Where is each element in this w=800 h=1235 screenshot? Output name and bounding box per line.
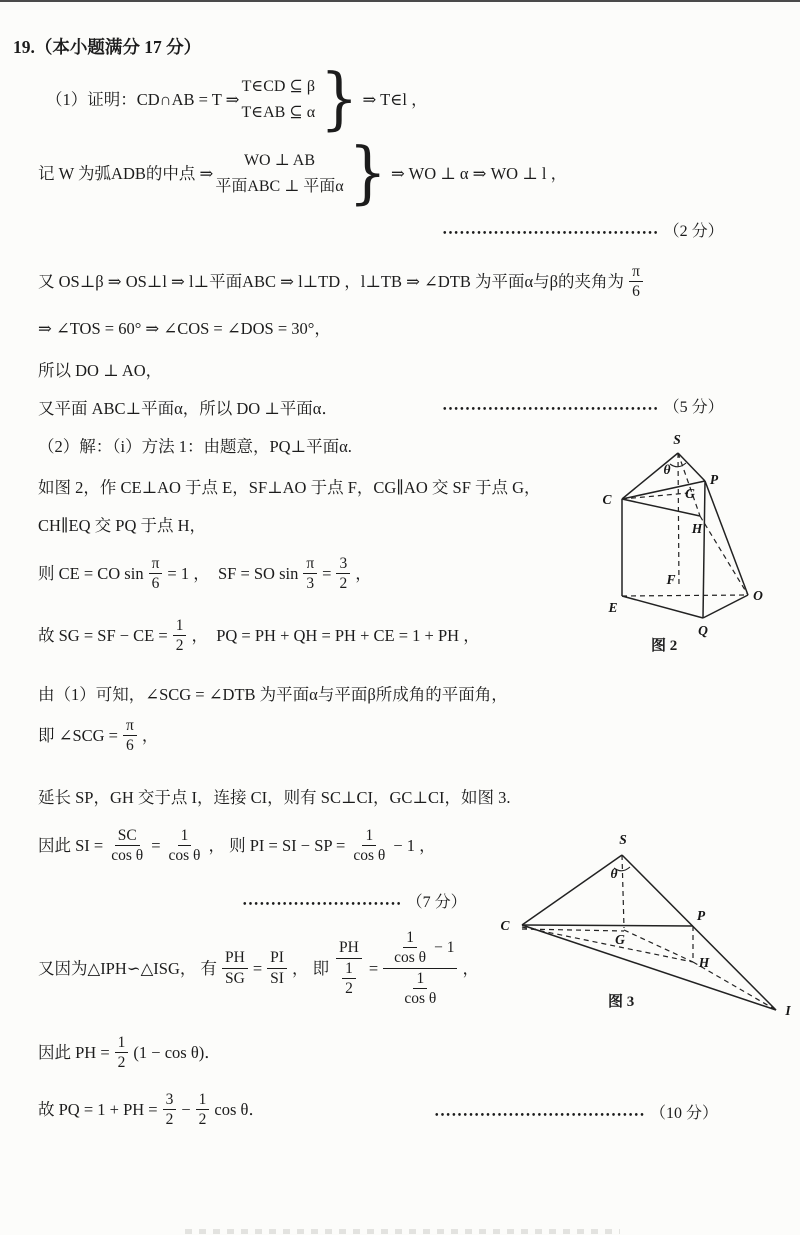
big-fraction-right	[383, 928, 457, 1009]
frac-num: 1	[196, 1090, 210, 1110]
frac-num: 3	[163, 1090, 177, 1110]
frac-num: 3	[336, 554, 350, 574]
frac-den: 2	[198, 1111, 207, 1129]
score-label: （2 分）	[663, 223, 724, 240]
score-leader-5pts	[443, 398, 724, 419]
seg: ，	[462, 958, 479, 978]
frac-num: 1	[173, 616, 187, 636]
frac-den: SG	[225, 969, 245, 987]
point-label-Q: Q	[698, 623, 708, 638]
scan-edge	[0, 0, 800, 2]
construction-line-1: 如图 2，作 CE⊥AO 于点 E，SF⊥AO 于点 F，CG∥AO 交 SF 于点 G，	[38, 478, 541, 497]
fraction-pi-6	[123, 716, 137, 756]
point-label-H: H	[691, 521, 703, 536]
right-brace: }	[320, 59, 359, 139]
frac-den: 2	[165, 1111, 174, 1129]
seg: 因此 PH =	[38, 1043, 110, 1063]
fraction-pi-si	[267, 948, 287, 988]
similar-triangles-line	[38, 928, 479, 1009]
proof-line-1	[46, 59, 428, 139]
frac-den: 2	[339, 575, 348, 593]
seg: =	[151, 836, 161, 856]
scg-value-line	[38, 716, 158, 756]
frac-num: PH	[222, 948, 248, 968]
frac-den: cos θ	[111, 847, 144, 865]
fraction-1-2	[196, 1090, 210, 1130]
seg: cos θ．	[214, 1100, 265, 1120]
score-label: （7 分）	[406, 894, 467, 911]
frac-den: cos θ	[404, 990, 437, 1008]
frac-den: 6	[632, 283, 640, 301]
proof1-suffix: ⇒ T∈l ，	[358, 89, 428, 109]
frac-num: 1	[178, 826, 192, 846]
point-label-O: O	[753, 588, 763, 603]
frac-den	[393, 969, 447, 1009]
point-label-S: S	[619, 832, 627, 847]
seg: = 1 ， SF = SO sin	[167, 564, 299, 584]
proof1-prefix: （1）证明：CD∩AB = T ⇒	[46, 89, 240, 109]
seg: 故 PQ = 1 + PH =	[38, 1100, 158, 1120]
point-label-S: S	[673, 432, 681, 447]
fraction-ph-sg	[222, 948, 248, 988]
frac-den: 3	[306, 575, 315, 593]
point-label-H: H	[698, 955, 710, 970]
frac-den: 6	[126, 737, 134, 755]
figure-3-caption: 图 3	[608, 994, 635, 1010]
frac-num: 1	[362, 826, 376, 846]
frac-num: PI	[267, 948, 287, 968]
ce-sf-line	[38, 554, 372, 594]
fraction-pi-3	[303, 554, 317, 594]
score-leader-10pts	[435, 1104, 718, 1125]
seg: − 1 ，	[393, 836, 436, 856]
point-label-P: P	[696, 908, 706, 923]
point-label-G: G	[615, 932, 625, 947]
point-label-E: E	[608, 600, 618, 615]
seg: ， 则 PI = SI − SP =	[208, 836, 346, 856]
dot-leader: ••••••••••••••••••••••••••••••••••••••	[443, 403, 660, 415]
fraction-1-2	[115, 1033, 129, 1073]
part2-intro: （2）解：（i）方法 1：由题意，PQ⊥平面α.	[38, 437, 352, 456]
system2-bottom: 平面ABC ⊥ 平面α	[215, 177, 344, 195]
frac-den: cos θ	[394, 949, 427, 967]
frac-num: SC	[115, 826, 140, 846]
dot-leader: ••••••••••••••••••••••••••••	[243, 898, 403, 910]
seg: 因此 SI =	[38, 836, 104, 856]
frac-num: 1	[115, 1033, 129, 1053]
pq-final-line	[38, 1090, 265, 1130]
score-label: （10 分）	[649, 1105, 718, 1122]
angle-label-theta: θ	[663, 462, 671, 477]
ph-result-line	[38, 1033, 221, 1073]
frac-num	[383, 928, 457, 969]
frac-num: π	[303, 554, 317, 574]
figure-2-caption: 图 2	[651, 638, 678, 654]
score-label: （5 分）	[663, 399, 724, 416]
seg: =	[252, 958, 263, 978]
proof2-suffix: ⇒ WO ⊥ α ⇒ WO ⊥ l ，	[386, 163, 568, 183]
point-label-I: I	[785, 1003, 791, 1018]
figure-2-diagram	[593, 424, 798, 643]
si-pi-line	[38, 826, 436, 866]
frac-den: 2	[175, 637, 184, 655]
fraction-1-cos	[166, 826, 204, 866]
cut-off-footer-text	[185, 1229, 620, 1234]
figure-3-svg	[488, 816, 800, 1018]
construction-line-2: CH∥EQ 交 PQ 于点 H，	[38, 516, 207, 535]
seg: −	[181, 1100, 191, 1120]
seg: ，	[141, 726, 159, 746]
dot-leader: ••••••••••••••••••••••••••••••••••••••	[443, 227, 660, 239]
extend-sp-line: 延长 SP，GH 交于点 I，连接 CI，则有 SC⊥CI，GC⊥CI，如图 3.	[38, 788, 511, 807]
fraction-1-cos	[391, 928, 429, 968]
seg: 又因为△IPH∽△ISG， 有	[38, 958, 218, 978]
proof-line-2	[38, 133, 568, 213]
system1-bottom: T∈AB ⊆ α	[241, 103, 316, 121]
fraction-pi-6	[629, 262, 643, 302]
problem-header: 19.（本小题满分 17 分）	[13, 37, 202, 57]
fraction-1-2	[342, 959, 356, 999]
frac-den: 2	[345, 979, 353, 997]
angle-text: 又 OS⊥β ⇒ OS⊥l ⇒ l⊥平面ABC ⇒ l⊥TD ，l⊥TB ⇒ ∠DTB 为平面α与β的夹角为	[38, 272, 625, 292]
frac-num: π	[123, 716, 137, 736]
right-brace: }	[348, 133, 387, 213]
seg: ， PQ = PH + QH = PH + CE = 1 + PH ，	[191, 626, 480, 646]
do-ao-line: 所以 DO ⊥ AO，	[38, 361, 163, 380]
point-label-F: F	[666, 572, 676, 587]
point-label-C: C	[602, 492, 612, 507]
fraction-3-2	[163, 1090, 177, 1130]
seg: =	[322, 564, 332, 584]
system-1	[242, 74, 316, 125]
scg-dtb-line: 由（1）可知，∠SCG = ∠DTB 为平面α与平面β所成角的平面角，	[38, 685, 508, 704]
angle-label-theta: θ	[610, 866, 618, 881]
seg: (1 − cos θ)．	[133, 1043, 221, 1063]
system-2	[215, 148, 343, 199]
frac-num: PH	[336, 938, 362, 958]
point-label-G: G	[685, 486, 695, 501]
frac-den: 2	[117, 1054, 126, 1072]
seg: − 1	[434, 939, 455, 957]
system2-top: WO ⊥ AB	[243, 152, 315, 169]
big-fraction-left	[334, 938, 364, 998]
frac-den	[334, 959, 364, 999]
fraction-sc-cos	[108, 826, 146, 866]
point-label-C: C	[500, 918, 510, 933]
seg: 即 ∠SCG =	[38, 726, 118, 746]
fraction-1-2	[173, 616, 187, 656]
frac-num: π	[629, 262, 643, 282]
fraction-3-2	[336, 554, 350, 594]
frac-num: 1	[413, 969, 427, 989]
sg-pq-line	[38, 616, 480, 656]
frac-den: 6	[151, 575, 160, 593]
fraction-pi-6	[149, 554, 163, 594]
score-leader-7pts	[243, 893, 467, 914]
angle-line	[38, 262, 648, 302]
figure-2-svg	[593, 424, 798, 638]
tos-line: ⇒ ∠TOS = 60° ⇒ ∠COS = ∠DOS = 30°，	[38, 319, 331, 338]
point-label-P: P	[709, 472, 719, 487]
seg: ， 即	[291, 958, 330, 978]
frac-den: cos θ	[353, 847, 386, 865]
frac-num: 1	[403, 928, 417, 948]
frac-den: cos θ	[168, 847, 201, 865]
fraction-1-cos	[350, 826, 388, 866]
seg: ，	[355, 564, 372, 584]
seg: 则 CE = CO sin	[38, 564, 144, 584]
fraction-1-cos	[401, 969, 439, 1009]
frac-den: SI	[270, 969, 284, 987]
seg: =	[368, 958, 379, 978]
proof2-prefix: 记 W 为弧ADB的中点 ⇒	[38, 163, 214, 183]
score-leader-2pts	[443, 222, 724, 243]
figure-3-diagram	[488, 816, 800, 1023]
seg: 故 SG = SF − CE =	[38, 626, 168, 646]
system1-top: T∈CD ⊆ β	[241, 78, 316, 95]
do-plane-line: 又平面 ABC⊥平面α，所以 DO ⊥平面α．	[38, 399, 338, 418]
dot-leader: •••••••••••••••••••••••••••••••••••••	[435, 1109, 646, 1121]
frac-num: π	[149, 554, 163, 574]
frac-num: 1	[342, 959, 356, 979]
